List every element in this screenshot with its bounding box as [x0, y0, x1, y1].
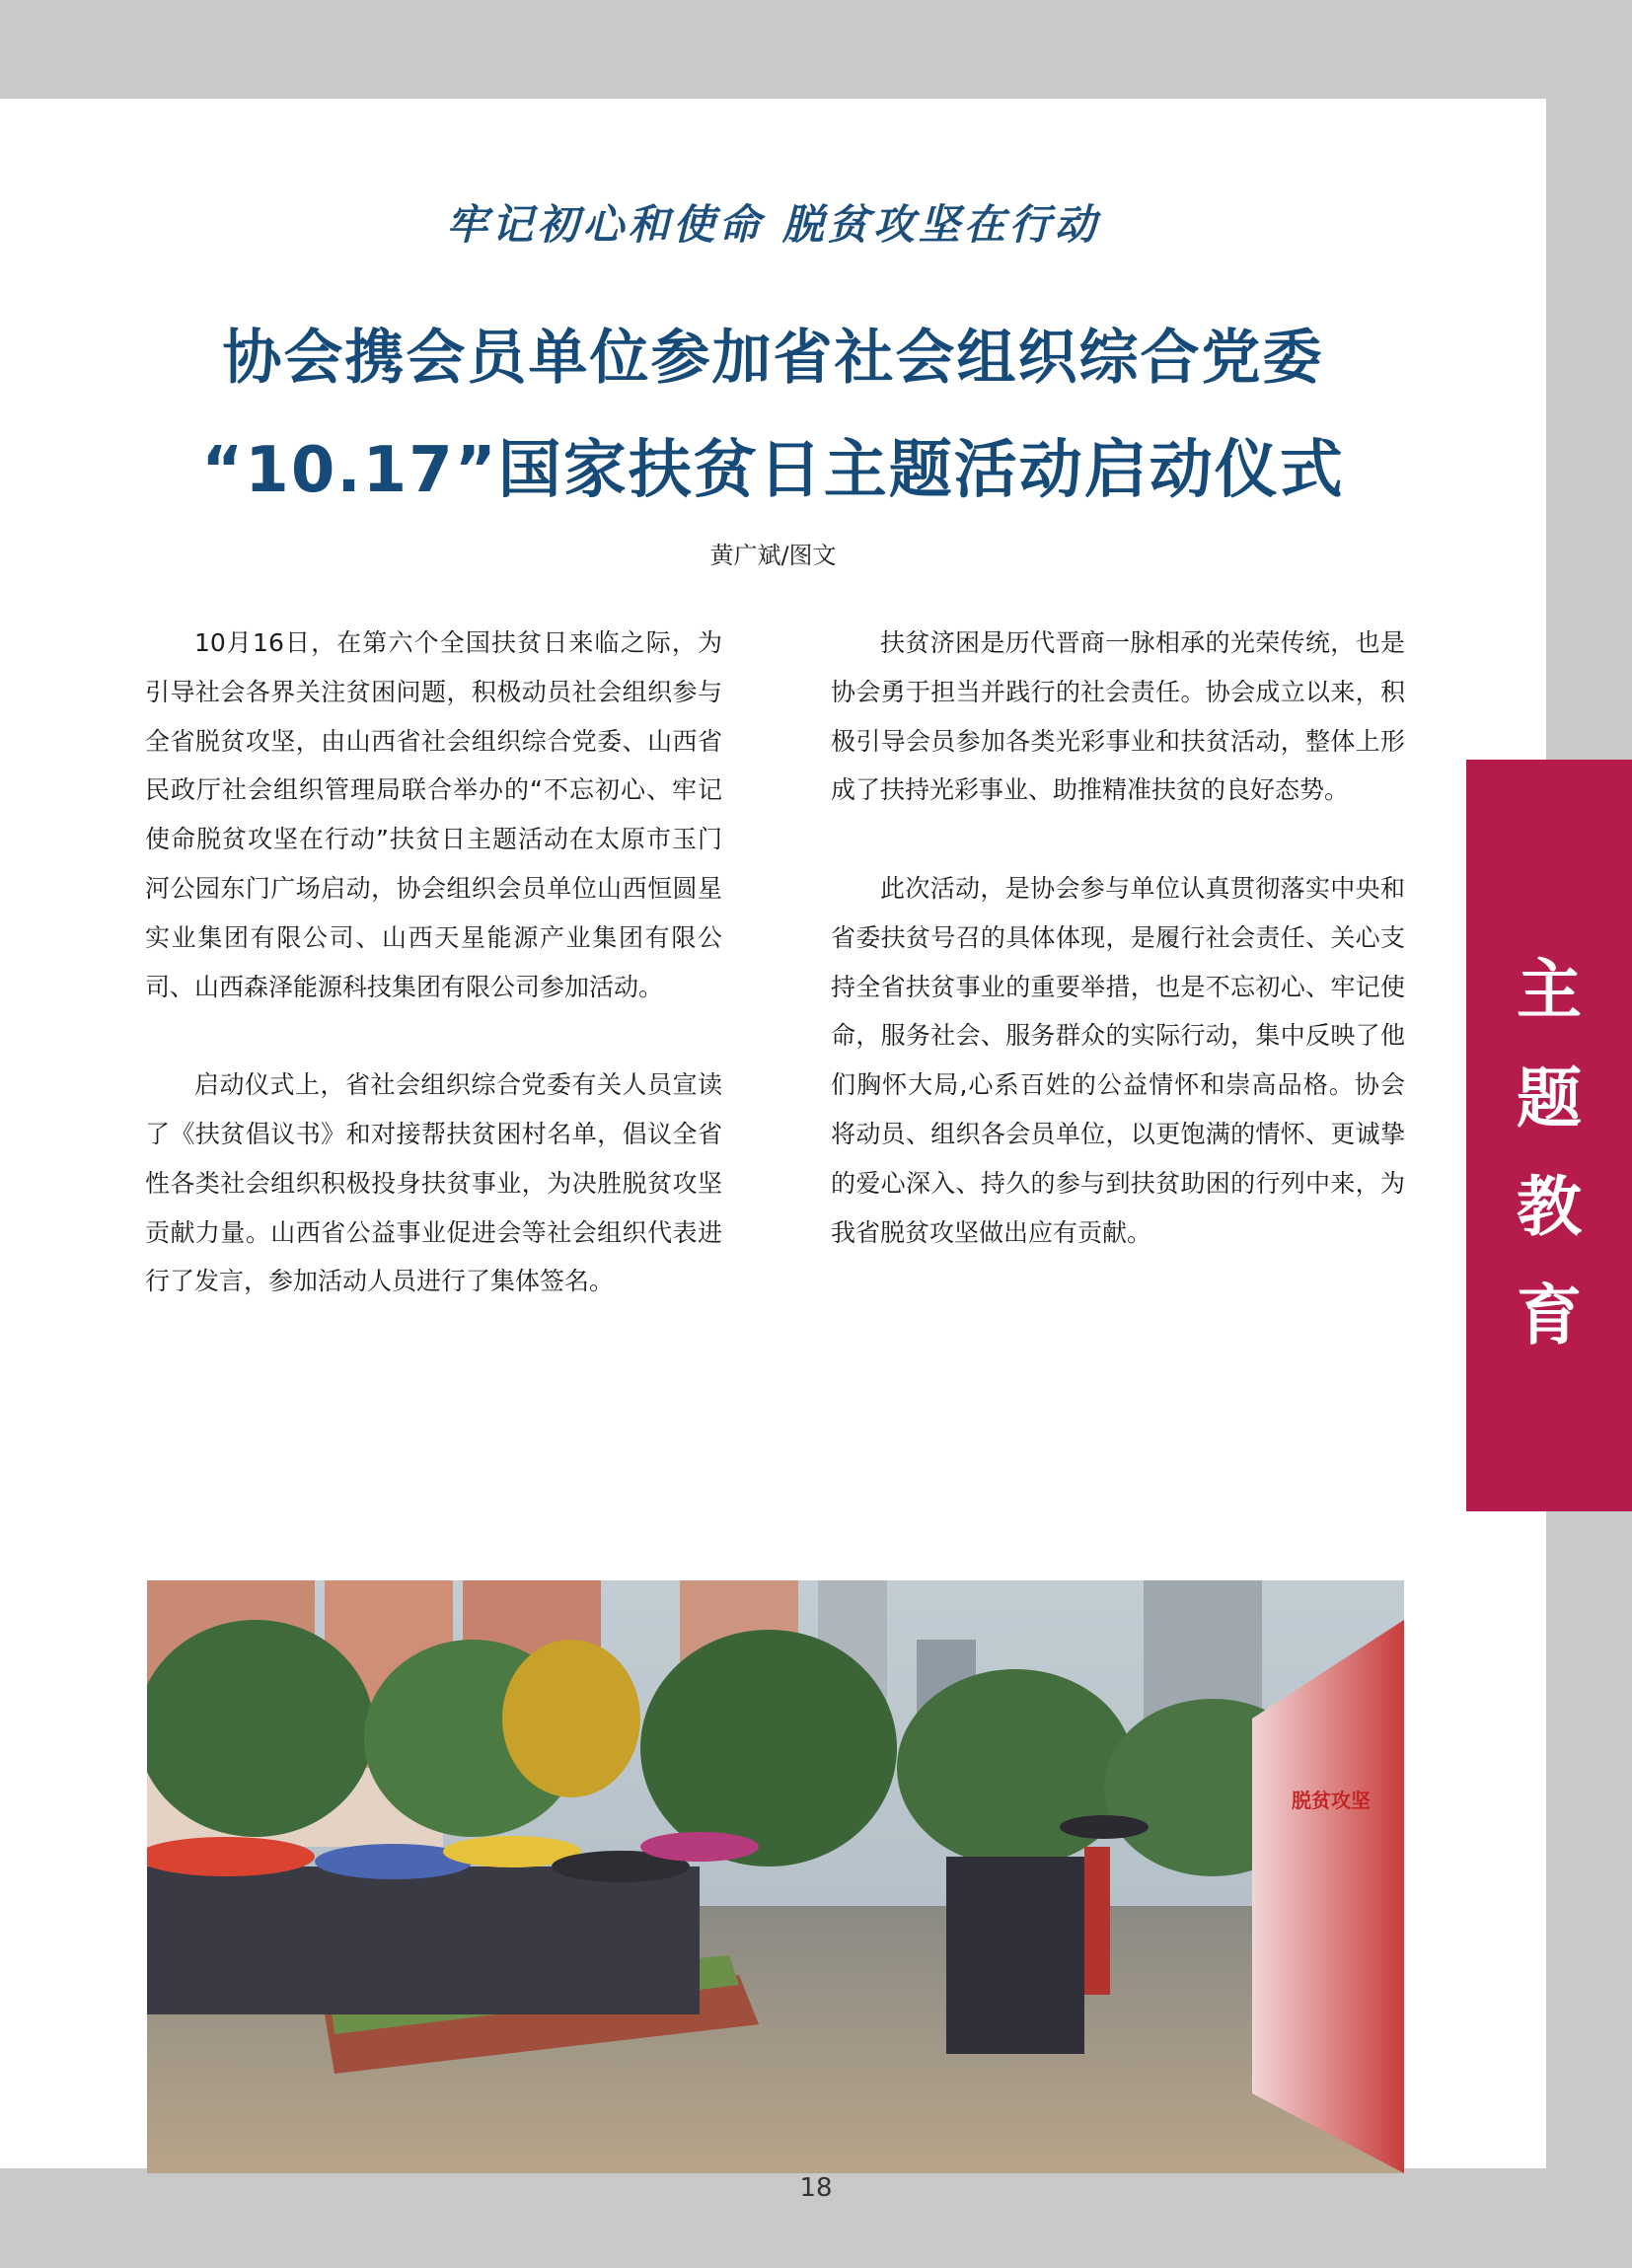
article-title-line-1: 协会携会员单位参加省社会组织综合党委: [222, 324, 1324, 393]
svg-text:脱贫攻坚: 脱贫攻坚: [1292, 1789, 1371, 1812]
article-title-line-2: “10.17”国家扶贫日主题活动启动仪式: [201, 434, 1345, 507]
event-photo: [147, 1580, 1404, 2173]
right-column: [831, 619, 1405, 1257]
section-tab-char: 育: [1517, 1278, 1582, 1353]
section-tab-char: 主: [1517, 952, 1582, 1028]
event-photo-illustration: [147, 1580, 1404, 2173]
paragraph: 10月16日，在第六个全国扶贫日来临之际，为引导社会各界关注贫困问题，积极动员社会组织参与全省脱贫攻坚，由山西省社会组织综合党委、山西省民政厅社会组织管理局联合举办的“不忘初心、牢记使命脱贫攻坚在行动”扶贫日主题活动在太原市玉门河公园东门广场启动，协会组织会员单位山西恒圆星实业集团有限公司、山西天星能源产业集团有限公司、山西森泽能源科技集团有限公司参加活动。: [145, 628, 722, 1001]
paragraph: 扶贫济困是历代晋商一脉相承的光荣传统，也是协会勇于担当并践行的社会责任。协会成立以来，积极引导会员参加各类光彩事业和扶贫活动，整体上形成了扶持光彩事业、助推精准扶贫的良好态势。: [831, 628, 1405, 805]
page-number: 18: [799, 2173, 833, 2203]
page: [0, 99, 1546, 2168]
paragraph: 此次活动，是协会参与单位认真贯彻落实中央和省委扶贫号召的具体体现，是履行社会责任、关心支持全省扶贫事业的重要举措，也是不忘初心、牢记使命，服务社会、服务群众的实际行动，集中反映了他们胸怀大局,心系百姓的公益情怀和崇高品格。协会将动员、组织各会员单位，以更饱满的情怀、更诚挚的爱心深入、持久的参与到扶贫助困的行列中来，为我省脱贫攻坚做出应有贡献。: [831, 873, 1405, 1247]
byline: 黄广斌/图文: [709, 542, 837, 569]
section-tab-char: 教: [1517, 1169, 1582, 1245]
paragraph: 启动仪式上，省社会组织综合党委有关人员宣读了《扶贫倡议书》和对接帮扶贫困村名单，倡议全省性各类社会组织积极投身扶贫事业，为决胜脱贫攻坚贡献力量。山西省公益事业促进会等社会组织代表进行了发言，参加活动人员进行了集体签名。: [145, 1070, 722, 1296]
left-column: [145, 619, 722, 1306]
section-tab-char: 题: [1517, 1061, 1582, 1136]
section-tab: [1466, 760, 1632, 1511]
section-kicker: 牢记初心和使命 脱贫攻坚在行动: [446, 200, 1100, 249]
